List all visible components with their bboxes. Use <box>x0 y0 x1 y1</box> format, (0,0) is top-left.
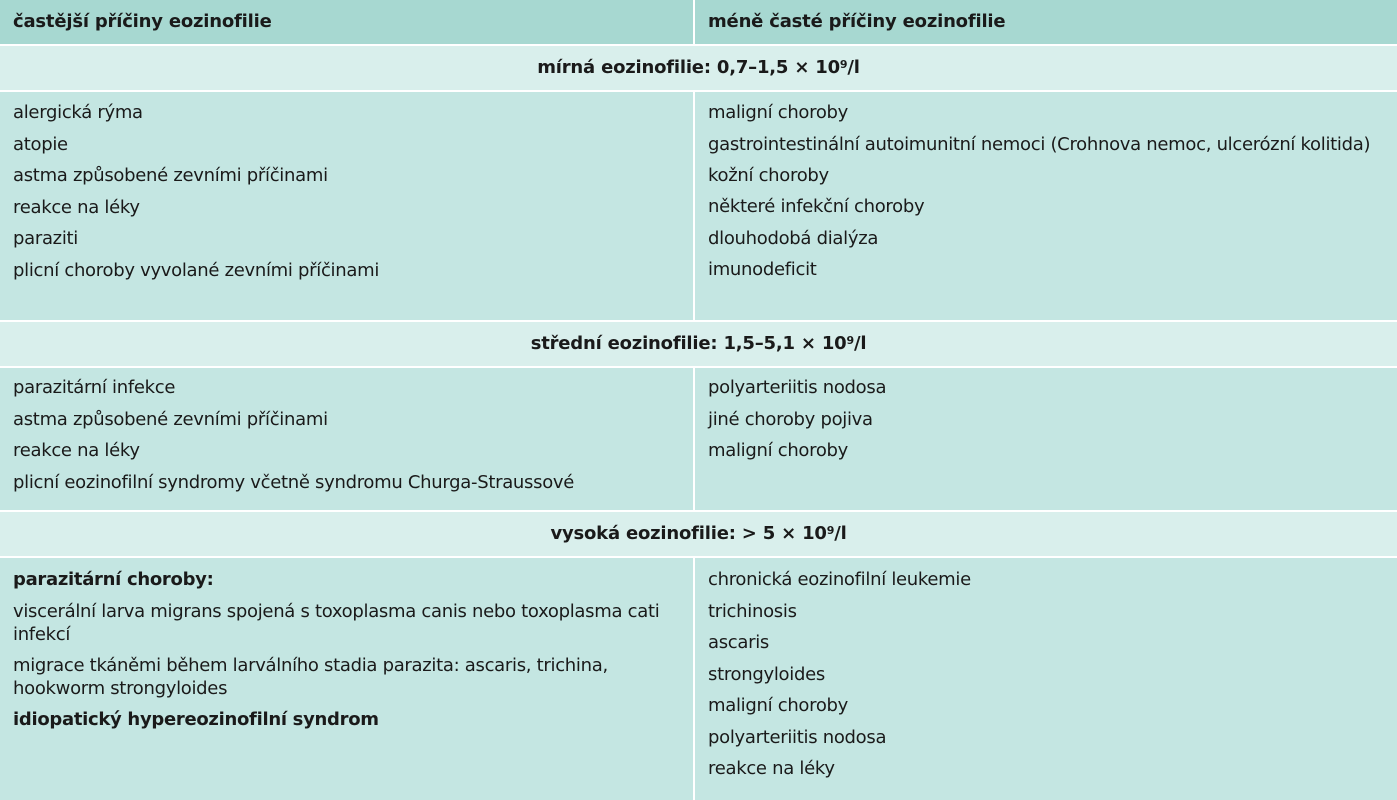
list-item: chronická eozinofilní leukemie <box>708 569 971 590</box>
section-high-body <box>0 558 1397 800</box>
moderate-common-list <box>0 368 695 510</box>
list-item: plicní choroby vyvolané zevními příčinami <box>13 259 380 281</box>
moderate-less-common-list <box>695 368 1397 510</box>
section-moderate-title-row <box>0 320 1397 368</box>
list-item: paraziti <box>13 228 78 249</box>
list-item: parazitární infekce <box>13 377 176 398</box>
list-item: dlouhodobá dialýza <box>708 227 879 249</box>
mild-less-common-list <box>695 92 1397 320</box>
high-less-common-list <box>695 558 1397 800</box>
list-item: maligní choroby <box>708 102 849 123</box>
section-mild-body <box>0 92 1397 320</box>
list-item: reakce na léky <box>13 196 140 218</box>
list-item: kožní choroby <box>708 164 829 186</box>
list-item: reakce na léky <box>13 440 140 461</box>
high-common-list <box>0 558 695 800</box>
list-item: trichinosis <box>708 600 797 622</box>
list-item: astma způsobené zevními příčinami <box>13 408 328 430</box>
section-mild-title-row <box>0 44 1397 92</box>
list-item: plicní eozinofilní syndromy včetně syndromu Churga-Straussové <box>13 471 575 493</box>
section-moderate-title: střední eozinofilie: $1,5-5,1 \times 10^9/l$ <box>530 333 867 354</box>
section-moderate-body <box>0 368 1397 510</box>
header-less-common-causes: méně časté příčiny eozinofilie <box>708 11 1006 32</box>
list-item: parazitární choroby: <box>13 569 214 590</box>
list-item: polyarteriitis nodosa <box>708 726 887 748</box>
list-item: polyarteriitis nodosa <box>708 377 887 398</box>
list-item: některé infekční choroby <box>708 196 925 217</box>
list-item: migrace tkáněmi během larválního stadia parazita: ascaris, trichina, hookworm strongyloides <box>13 654 608 699</box>
list-item: astma způsobené zevními příčinami <box>13 165 328 186</box>
list-item: idiopatický hypereozinofilní syndrom <box>13 708 379 730</box>
list-item: strongyloides <box>708 663 825 685</box>
list-item: jiné choroby pojiva <box>708 408 873 430</box>
list-item: imunodeficit <box>708 259 817 280</box>
section-mild-title: mírná eozinofilie: $0,7-1,5 \times 10^9/l$ <box>537 57 860 78</box>
table-header-row <box>0 0 1397 44</box>
list-item: atopie <box>13 133 68 155</box>
list-item: maligní choroby <box>708 440 849 461</box>
list-item: reakce na léky <box>708 758 835 779</box>
section-high-title-row <box>0 510 1397 558</box>
list-item: viscerální larva migrans spojená s toxoplasma canis nebo toxoplasma cati infekcí <box>13 600 660 645</box>
list-item: alergická rýma <box>13 102 143 123</box>
list-item: gastrointestinální autoimunitní nemoci (Crohnova nemoc, ulcerózní kolitida) <box>708 133 1371 155</box>
mild-common-list <box>0 92 695 320</box>
list-item: ascaris <box>708 632 770 653</box>
section-high-title: vysoká eozinofilie: > $5 \times 10^9/l$ <box>550 523 847 544</box>
header-common-causes: častější příčiny eozinofilie <box>0 0 695 44</box>
list-item: maligní choroby <box>708 695 849 716</box>
